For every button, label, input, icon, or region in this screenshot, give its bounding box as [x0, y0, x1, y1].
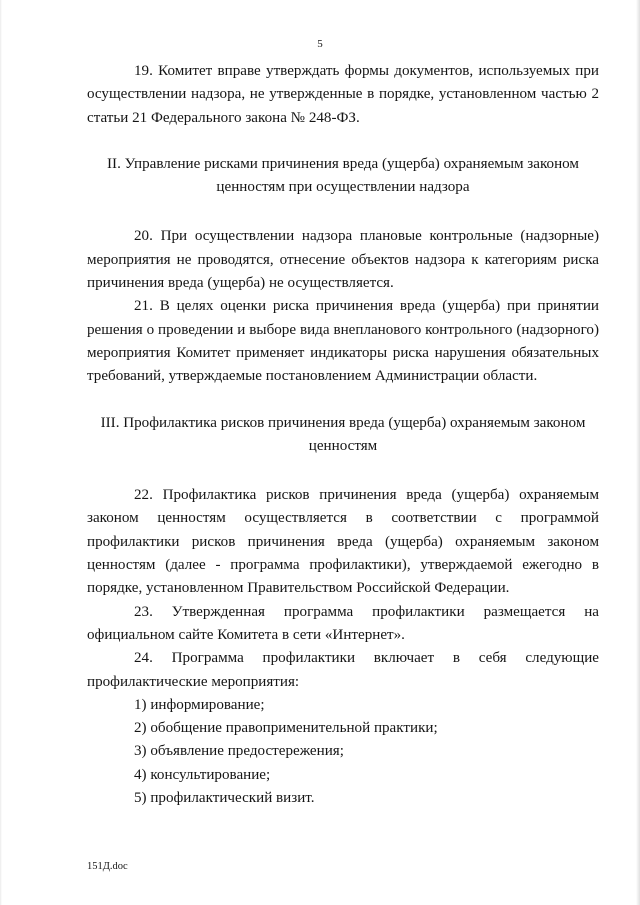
measures-list [87, 694, 599, 810]
file-name-footer: 151Д.doc [87, 861, 128, 872]
section-heading-3: III. Профилактика рисков причинения вреда (ущерба) охраняемым законом ценностям [100, 414, 586, 454]
scan-edge-left [0, 0, 2, 905]
paragraph-23: 23. Утвержденная программа профилактики размещается на официальном сайте Комитета в сети «Интернет». [87, 603, 599, 643]
list-item: 3) объявление предостережения; [134, 743, 344, 760]
paragraph-24: 24. Программа профилактики включает в себя следующие профилактические мероприятия: [87, 650, 599, 690]
scan-edge-right [636, 0, 640, 905]
list-item: 4) консультирование; [134, 766, 271, 783]
paragraph-20: 20. При осуществлении надзора плановые контрольные (надзорные) мероприятия не проводятся, отнесение объектов надзора к категориям риска причинения вреда (ущерба) не осуществляется. [87, 228, 599, 292]
paragraph-19: 19. Комитет вправе утверждать формы документов, используемых при осуществлении надзора, не утвержденные в порядке, установленном частью 2 статьи 21 Федерального закона № 248-ФЗ. [87, 63, 599, 126]
document-body [87, 60, 599, 810]
list-item: 1) информирование; [134, 696, 265, 713]
paragraph-21: 21. В целях оценки риска причинения вреда (ущерба) при принятии решения о проведении и выборе вида внепланового контрольного (надзорного) мероприятия Комитет применяет индикаторы риска нарушения обязательных требований, утверждаемые постановлением Администрации области. [87, 298, 599, 385]
page-number: 5 [317, 38, 323, 50]
list-item: 5) профилактический визит. [134, 790, 315, 807]
paragraph-22: 22. Профилактика рисков причинения вреда (ущерба) охраняемым законом ценностям осуществляется в соответствии с программой профилактики рисков причинения вреда (ущерба) охраняемым законом ценностям (далее - программа профилактики), утверждаемой ежегодно в порядке, установленном Правительством Российской Федерации. [87, 487, 599, 597]
section-heading-2: II. Управление рисками причинения вреда (ущерба) охраняемым законом ценностям при осуществлении надзора [107, 155, 579, 196]
list-item: 2) обобщение правоприменительной практики; [134, 720, 438, 737]
